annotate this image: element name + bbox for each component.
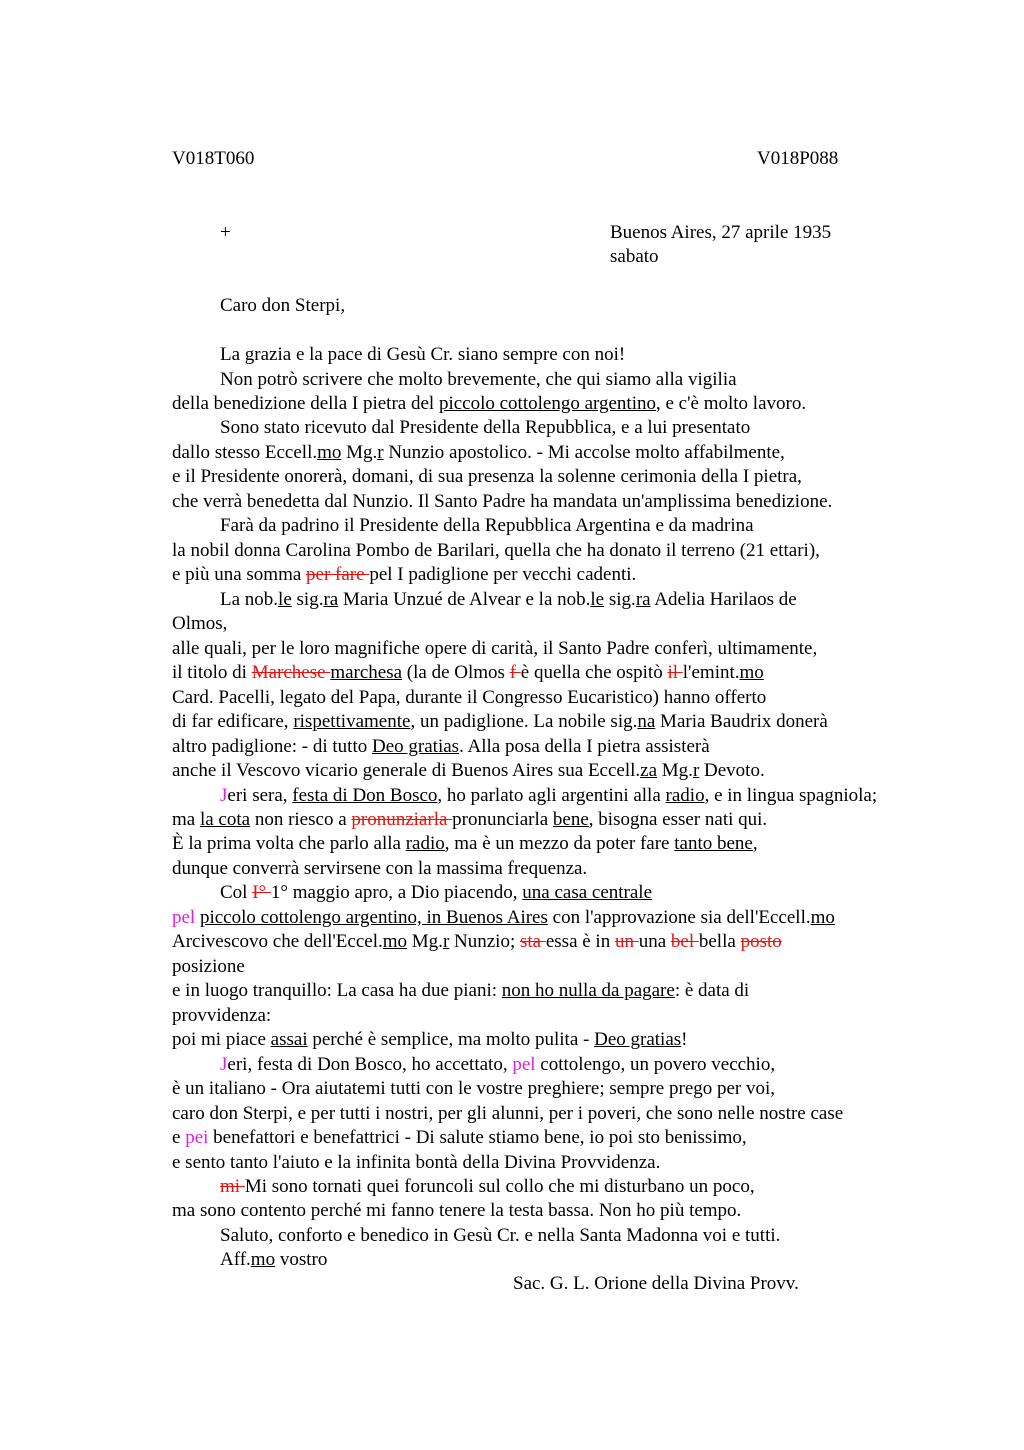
- text-line: [220, 784, 877, 809]
- text-segment: altro padiglione: - di tutto: [172, 735, 372, 757]
- salutation: Caro don Sterpi,: [220, 295, 346, 316]
- text-segment: È la prima volta che parlo alla: [172, 833, 406, 855]
- text-segment: e più una somma: [172, 564, 307, 586]
- inserted-text: pei: [185, 1127, 209, 1148]
- text-line: [172, 612, 227, 637]
- text-segment: ma: [172, 808, 200, 830]
- underlined-text: ra: [323, 588, 339, 610]
- underlined-text: Deo gratias: [594, 1029, 682, 1051]
- text-segment: La grazia e la pace di Gesù Cr. siano sempre con noi!: [220, 344, 626, 365]
- text-line: [172, 808, 767, 833]
- underlined-text: Deo gratias: [372, 735, 460, 757]
- text-segment: e: [172, 1127, 186, 1148]
- text-segment: di far edificare,: [172, 711, 294, 732]
- underlined-text: marchesa: [330, 662, 403, 684]
- text-segment: eri, festa di Don Bosco, ho accettato,: [227, 1053, 513, 1075]
- text-segment: la nobil donna Carolina Pombo de Barilari, quella che ha donato il terreno (21 ettari),: [172, 539, 820, 561]
- underlined-text: non ho nulla da pagare: [501, 980, 675, 1002]
- weekday: sabato: [610, 246, 659, 267]
- text-segment: Col: [220, 882, 253, 904]
- text-segment: eri sera,: [227, 784, 293, 806]
- text-segment: pel I padiglione per vecchi cadenti.: [369, 564, 637, 586]
- text-segment: con l'approvazione sia dell'Eccell.: [547, 906, 811, 928]
- underlined-text: piccolo cottolengo argentino, in Buenos Aires: [199, 906, 548, 928]
- underlined-text: r: [377, 441, 384, 463]
- text-segment: : è data di: [674, 980, 750, 1002]
- text-line: [172, 441, 785, 466]
- deleted-text: mi: [220, 1176, 245, 1197]
- text-line: [172, 906, 835, 931]
- text-segment: posizione: [172, 955, 245, 977]
- text-line: [172, 1004, 271, 1029]
- underlined-text: mo: [739, 662, 764, 684]
- text-line: [220, 1053, 775, 1078]
- text-segment: Nunzio apostolico. - Mi accolse molto affabilmente,: [383, 441, 785, 463]
- text-line: [172, 710, 828, 735]
- text-line: [172, 637, 817, 662]
- deleted-text: il: [667, 662, 683, 684]
- text-line: [172, 930, 782, 955]
- text-segment: Olmos,: [172, 613, 228, 635]
- underlined-text: festa di Don Bosco: [292, 784, 438, 806]
- text-line: [172, 539, 820, 564]
- text-segment: una: [638, 931, 671, 953]
- deleted-text: per fare: [306, 564, 370, 586]
- deleted-text: posto: [740, 931, 782, 953]
- text-line: [172, 465, 802, 490]
- underlined-text: piccolo cottolengo argentino: [438, 392, 656, 414]
- deleted-text: bel: [670, 931, 699, 953]
- text-segment: Mi sono tornati quei foruncoli sul collo che mi disturbano un poco,: [244, 1176, 755, 1197]
- text-line: [172, 1102, 843, 1127]
- text-segment: essa è in: [545, 931, 615, 953]
- underlined-text: mo: [250, 1249, 276, 1271]
- cross-symbol: +: [220, 222, 231, 243]
- text-segment: . Alla posa della I pietra assisterà: [459, 735, 710, 757]
- text-segment: , ma è un mezzo da poter fare: [444, 833, 675, 855]
- underlined-text: mo: [810, 906, 835, 928]
- text-segment: e in luogo tranquillo: La casa ha due piani:: [172, 980, 502, 1002]
- underlined-text: radio: [405, 833, 445, 855]
- text-segment: non riesco a: [250, 808, 352, 830]
- text-line: [172, 955, 245, 980]
- deleted-text: un: [614, 931, 639, 953]
- document-code-left: V018T060: [172, 148, 255, 169]
- text-line: [172, 1151, 660, 1176]
- text-segment: Mg.: [407, 931, 443, 953]
- text-segment: Adelia Harilaos de: [650, 588, 797, 610]
- underlined-text: tanto bene: [674, 833, 753, 855]
- text-segment: Non potrò scrivere che molto brevemente, che qui siamo alla vigilia: [220, 368, 737, 390]
- text-segment: è quella che ospitò: [520, 662, 668, 684]
- text-segment: bella: [698, 931, 741, 953]
- text-segment: e il Presidente onorerà, domani, di sua presenza la solenne cerimonia della I pietra,: [172, 466, 802, 488]
- underlined-text: ra: [635, 588, 651, 610]
- text-segment: sig.: [604, 588, 636, 610]
- text-line: [172, 759, 765, 784]
- deleted-text: sta: [519, 931, 546, 953]
- text-line: [172, 832, 758, 857]
- document-code-right: V018P088: [757, 148, 839, 169]
- text-segment: La nob.: [220, 588, 279, 610]
- text-line: [172, 392, 806, 417]
- text-segment: , e c'è molto lavoro.: [655, 392, 807, 414]
- text-line: [172, 686, 766, 711]
- underlined-text: rispettivamente: [293, 711, 411, 732]
- underlined-text: bene: [552, 808, 589, 830]
- underlined-text: assai: [270, 1029, 308, 1051]
- underlined-text: radio: [665, 784, 705, 806]
- text-segment: Card. Pacelli, legato del Papa, durante il Congresso Eucaristico) hanno offerto: [172, 686, 767, 708]
- text-segment: perché è semplice, ma molto pulita -: [307, 1029, 595, 1051]
- text-line: [172, 661, 764, 686]
- underlined-text: na: [637, 711, 656, 732]
- text-segment: Aff.: [220, 1249, 251, 1271]
- text-segment: (la de Olmos: [402, 662, 510, 684]
- text-line: [172, 563, 636, 588]
- text-line: [172, 979, 749, 1004]
- text-segment: il titolo di: [172, 662, 252, 684]
- text-segment: , un padiglione. La nobile sig.: [410, 711, 638, 732]
- text-segment: Devoto.: [699, 760, 765, 781]
- underlined-text: mo: [317, 441, 342, 463]
- underlined-text: r: [442, 931, 450, 953]
- text-segment: caro don Sterpi, e per tutti i nostri, per gli alunni, per i poveri, che sono nelle nostre case: [172, 1102, 844, 1124]
- place-date: Buenos Aires, 27 aprile 1935: [610, 222, 832, 243]
- text-line: [220, 588, 797, 613]
- text-line: [172, 1126, 747, 1151]
- text-segment: sig.: [291, 588, 324, 610]
- text-segment: poi mi piace: [172, 1029, 271, 1051]
- text-line: [220, 1248, 327, 1273]
- text-segment: anche il Vescovo vicario generale di Buenos Aires sua Eccell.: [172, 760, 641, 781]
- text-line: [220, 1175, 755, 1200]
- text-line: [172, 1077, 775, 1102]
- underlined-text: la cota: [199, 808, 251, 830]
- deleted-text: pronunziarla: [351, 808, 453, 830]
- text-segment: Mg.: [657, 760, 693, 781]
- text-segment: Arcivescovo che dell'Eccel.: [172, 931, 383, 953]
- underlined-text: r: [692, 760, 700, 781]
- text-segment: della benedizione della I pietra del: [172, 392, 439, 414]
- text-segment: Farà da padrino il Presidente della Repubblica Argentina e da madrina: [220, 515, 754, 537]
- underlined-text: le: [278, 588, 292, 610]
- text-segment: vostro: [275, 1249, 328, 1271]
- underlined-text: una casa centrale: [522, 882, 653, 904]
- deleted-text: I°: [252, 882, 271, 904]
- inserted-text: pel: [512, 1053, 536, 1075]
- text-segment: Sono stato ricevuto dal Presidente della Repubblica, e a lui presentato: [220, 417, 751, 439]
- text-segment: , bisogna esser nati qui.: [588, 808, 768, 830]
- text-segment: ,: [752, 833, 758, 855]
- text-segment: Maria Unzué de Alvear e la nob.: [338, 588, 591, 610]
- text-segment: dunque converrà servirsene con la massima frequenza.: [172, 857, 588, 879]
- text-line: [172, 1028, 687, 1053]
- text-segment: !: [681, 1029, 688, 1051]
- text-segment: Maria Baudrix donerà: [655, 711, 828, 732]
- inserted-text: J: [220, 1053, 228, 1075]
- text-segment: cottolengo, un povero vecchio,: [535, 1053, 776, 1075]
- text-segment: che verrà benedetta dal Nunzio. Il Santo Padre ha mandata un'amplissima benedizione.: [172, 490, 833, 512]
- text-line: [172, 857, 587, 882]
- text-segment: Mg.: [341, 441, 378, 463]
- text-segment: ma sono contento perché mi fanno tenere la testa bassa. Non ho più tempo.: [172, 1200, 742, 1222]
- text-segment: è un italiano - Ora aiutatemi tutti con le vostre preghiere; sempre prego per voi,: [172, 1078, 776, 1100]
- text-segment: , e in lingua spagniola;: [704, 784, 878, 806]
- deleted-text: Marchese: [251, 662, 331, 684]
- text-segment: alle quali, per le loro magnifiche opere di carità, il Santo Padre conferì, ultimamente,: [172, 637, 818, 659]
- signature: Sac. G. L. Orione della Divina Provv.: [513, 1273, 799, 1294]
- text-line: [220, 368, 737, 393]
- inserted-text: pel: [172, 906, 196, 928]
- text-segment: provvidenza:: [172, 1004, 272, 1026]
- text-line: [172, 735, 710, 760]
- text-line: [220, 416, 750, 441]
- underlined-text: za: [640, 760, 658, 781]
- text-line: [220, 514, 754, 539]
- underlined-text: mo: [382, 931, 408, 953]
- text-line: [220, 881, 652, 906]
- text-segment: benefattori e benefattrici - Di salute stiamo bene, io poi sto benissimo,: [208, 1127, 747, 1148]
- text-segment: Nunzio;: [449, 931, 520, 953]
- text-line: [172, 1199, 741, 1224]
- text-segment: l'emint.: [682, 662, 740, 684]
- text-segment: 1° maggio apro, a Dio piacendo,: [270, 882, 523, 904]
- text-line: [220, 1224, 780, 1249]
- text-line: [172, 490, 832, 515]
- text-segment: Saluto, conforto e benedico in Gesù Cr. e nella Santa Madonna voi e tutti.: [220, 1224, 781, 1246]
- text-segment: e sento tanto l'aiuto e la infinita bontà della Divina Provvidenza.: [172, 1151, 661, 1173]
- text-segment: pronunciarla: [452, 808, 553, 830]
- deleted-text: f: [509, 662, 521, 684]
- underlined-text: le: [590, 588, 605, 610]
- text-segment: , ho parlato agli argentini alla: [437, 784, 666, 806]
- inserted-text: J: [220, 784, 228, 806]
- text-segment: dallo stesso Eccell.: [172, 441, 318, 463]
- text-line: [220, 343, 625, 368]
